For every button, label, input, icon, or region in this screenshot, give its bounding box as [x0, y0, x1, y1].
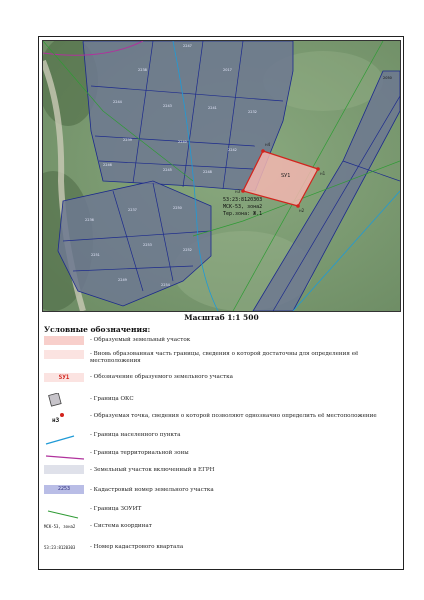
legend-oks-swatch — [44, 392, 84, 406]
map-canvas — [43, 41, 400, 311]
point-label: н1 — [320, 171, 326, 176]
point-icon — [44, 412, 84, 426]
legend-egrn-swatch — [44, 465, 84, 474]
legend-text: - Граница территориальной зоны — [90, 450, 189, 456]
legend-crs-label: МСК-53, зона2 — [44, 524, 76, 529]
parcel-number: 2247 — [183, 44, 192, 48]
parcel-number: 2239 — [123, 138, 132, 142]
parcel-number: 2017 — [223, 68, 232, 72]
legend-new-plot-swatch — [44, 336, 84, 345]
parcel-number: 2245 — [163, 168, 172, 172]
parcel-number: 2250 — [173, 206, 182, 210]
legend-point-label: н3 — [52, 417, 60, 424]
parcel-number: 2248 — [203, 170, 212, 174]
legend-text: - Вновь образованная часть границы, сведения о которой достаточны для определения её местоположения — [90, 351, 359, 364]
point-label: н3 — [235, 189, 241, 194]
legend-text: - Граница ОКС — [90, 396, 134, 402]
parcel-number: 2254 — [161, 283, 170, 287]
legend-text: - Образуемый земельный участок — [90, 337, 191, 343]
blue-line-icon — [44, 435, 84, 445]
parcel-number: 2050 — [383, 76, 392, 80]
legend-zone-swatch — [44, 447, 84, 457]
legend-quarter-label: 53:23:8120303 — [44, 545, 76, 550]
oks-icon — [44, 393, 84, 407]
legend-text: - Система координат — [90, 523, 152, 529]
parcel-number: 2242 — [228, 148, 237, 152]
block-label: МСК-53, зона2 — [223, 204, 263, 210]
parcel-number: 2236 — [85, 218, 94, 222]
magenta-line-icon — [44, 452, 84, 462]
block-label: Тер.зона: Ж.1 — [223, 211, 263, 217]
legend-text: - Образуемая точка, сведения о которой позволяют однозначно определить её местоположение — [90, 413, 377, 419]
parcel-number: 2253 — [143, 243, 152, 247]
legend-text: - Земельный участок включенный в ЕГРН — [90, 467, 215, 473]
legend-settlement-swatch — [44, 430, 84, 440]
legend-plot-label-swatch: SУ1 — [44, 373, 84, 382]
parcel-number: 2252 — [183, 248, 192, 252]
map-view[interactable] — [42, 40, 401, 312]
legend-text: - Граница населенного пункта — [90, 432, 181, 438]
parcel-number: 2243 — [163, 104, 172, 108]
parcel-number: 2237 — [128, 208, 137, 212]
point-marker — [241, 189, 245, 193]
parcel-number: 2240 — [178, 140, 187, 144]
legend-title: Условные обозначения: — [44, 325, 151, 334]
legend-text: - Обозначение образуемого земельного участка — [90, 374, 233, 380]
legend-new-boundary-swatch — [44, 350, 84, 359]
parcel-number: 2244 — [113, 100, 122, 104]
point-label: н2 — [299, 208, 305, 213]
map-scale: Масштаб 1:1 500 — [184, 313, 259, 322]
point-marker — [261, 149, 265, 153]
parcel-number: 2241 — [208, 106, 217, 110]
legend-point-swatch — [44, 411, 84, 425]
parcel-number: 2249 — [118, 278, 127, 282]
parcel-number: 2232 — [248, 110, 257, 114]
parcel-number: 2246 — [103, 163, 112, 167]
legend-text: - Кадастровый номер земельного участка — [90, 487, 214, 493]
green-line-icon — [44, 509, 84, 519]
point-label: н4 — [265, 142, 271, 147]
legend-zouit-swatch — [44, 504, 84, 514]
parcel-number: 2238 — [138, 68, 147, 72]
parcel-number: 2251 — [91, 253, 100, 257]
plot-label: SУ1 — [281, 173, 291, 179]
legend-cadnum-swatch: 2253 — [44, 485, 84, 494]
block-label: 53:23:8120303 — [223, 197, 263, 203]
legend-text: - Граница ЗОУИТ — [90, 506, 142, 512]
legend-text: - Номер кадастрового квартала — [90, 544, 184, 550]
